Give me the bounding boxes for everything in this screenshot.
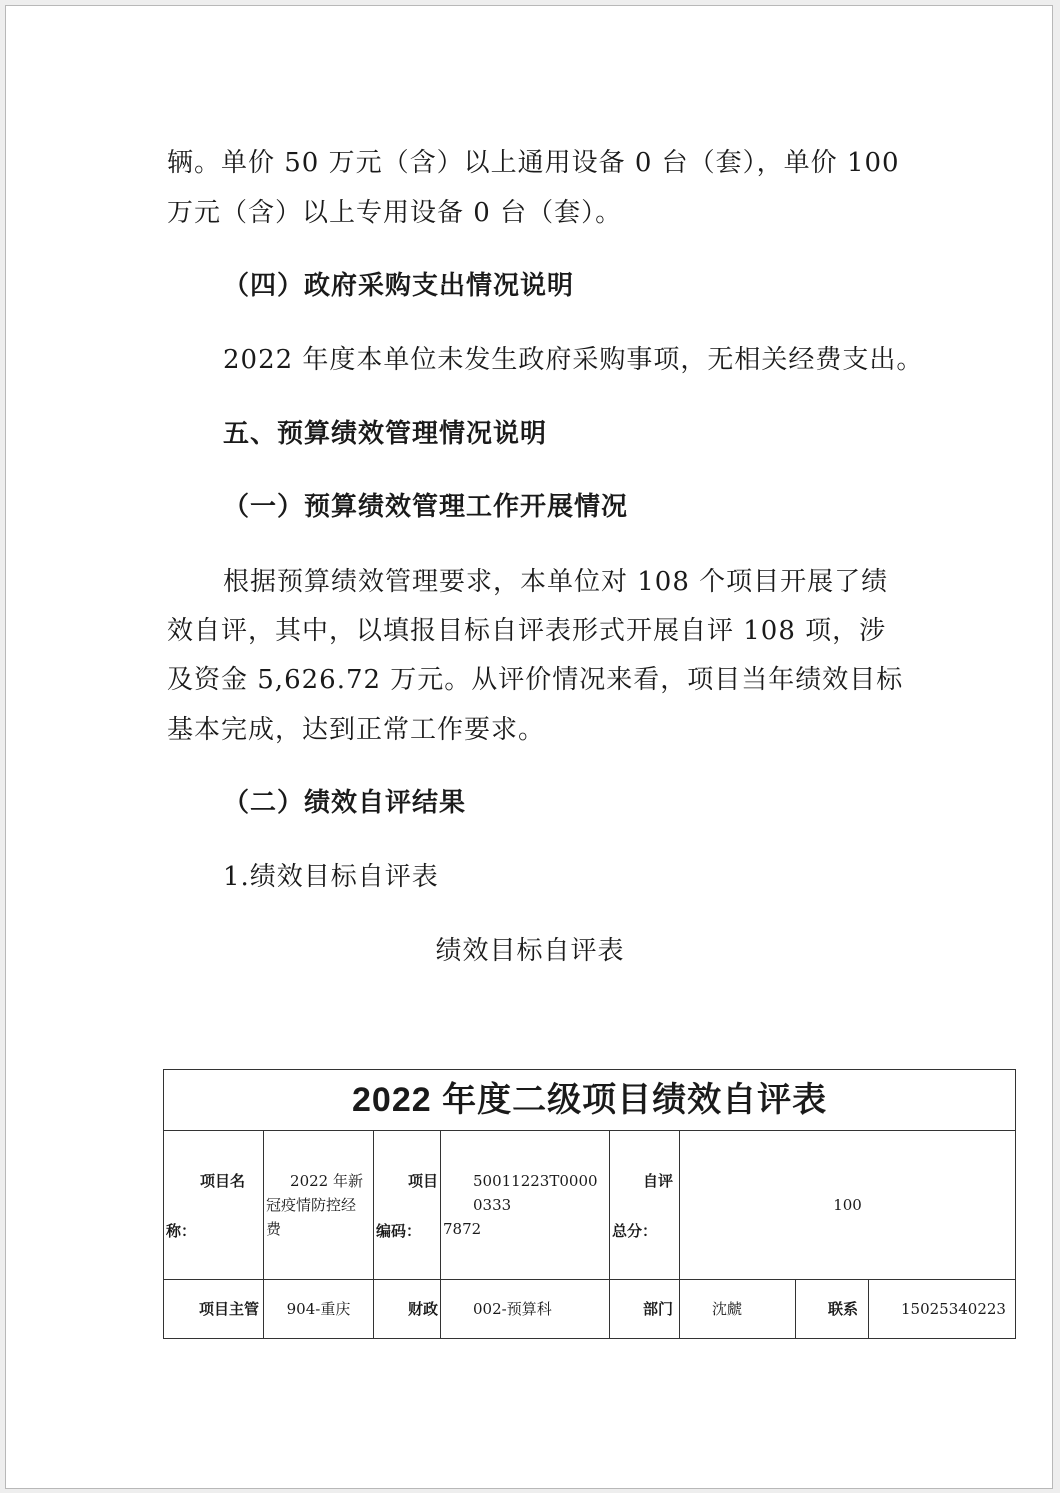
label-part: 总分： [612, 1222, 658, 1240]
heading-results: （二）绩效自评结果 [223, 788, 467, 818]
value-part: 7872 [443, 1220, 482, 1238]
contact-value: 15025340223 [869, 1280, 1016, 1339]
department-value: 沈虤 [680, 1280, 796, 1339]
paragraph-line: 效自评，其中，以填报目标自评表形式开展自评 108 项，涉 [167, 616, 887, 646]
finance-value: 002-预算科 [441, 1280, 610, 1339]
table-caption: 绩效目标自评表 [435, 936, 625, 966]
heading-procurement: （四）政府采购支出情况说明 [223, 271, 575, 301]
sub-heading: 1.绩效目标自评表 [223, 862, 439, 892]
value-part: 2022 年新 [290, 1172, 363, 1190]
self-score-label [610, 1131, 680, 1280]
paragraph-line: 基本完成，达到正常工作要求。 [167, 715, 546, 745]
supervisor-value: 904-重庆 [264, 1280, 374, 1339]
project-code-value [441, 1131, 610, 1280]
paragraph-line: 及资金 5,626.72 万元。从评价情况来看，项目当年绩效目标 [167, 665, 904, 695]
project-name-label [164, 1131, 264, 1280]
paragraph-line: 根据预算绩效管理要求，本单位对 108 个项目开展了绩 [223, 567, 889, 597]
project-code-label [374, 1131, 441, 1280]
heading-work: （一）预算绩效管理工作开展情况 [223, 492, 629, 522]
table-title: 2022 年度二级项目绩效自评表 [164, 1070, 1016, 1131]
label-part: 编码： [376, 1222, 422, 1240]
heading-section-5: 五、预算绩效管理情况说明 [223, 419, 548, 449]
department-label: 部门 [610, 1280, 680, 1339]
label-part: 自评 [642, 1172, 673, 1190]
finance-label: 财政 [374, 1280, 441, 1339]
procurement-text: 2022 年度本单位未发生政府采购事项，无相关经费支出。 [223, 345, 924, 375]
body-line: 万元（含）以上专用设备 0 台（套）。 [167, 198, 623, 228]
value-part: 50011223T00000333 [473, 1172, 598, 1214]
supervisor-label: 项目主管 [164, 1280, 264, 1339]
self-score-value: 100 [680, 1131, 1016, 1280]
label-part: 称： [166, 1222, 197, 1240]
label-part: 项目 [407, 1172, 438, 1190]
value-part: 冠疫情防控经 [266, 1196, 357, 1214]
project-name-value [264, 1131, 374, 1280]
contact-label: 联系 [796, 1280, 869, 1339]
performance-table [163, 1069, 1016, 1339]
body-line: 辆。单价 50 万元（含）以上通用设备 0 台（套），单价 100 [167, 148, 900, 178]
label-part: 项目名 [199, 1172, 245, 1190]
value-part: 费 [266, 1220, 282, 1238]
